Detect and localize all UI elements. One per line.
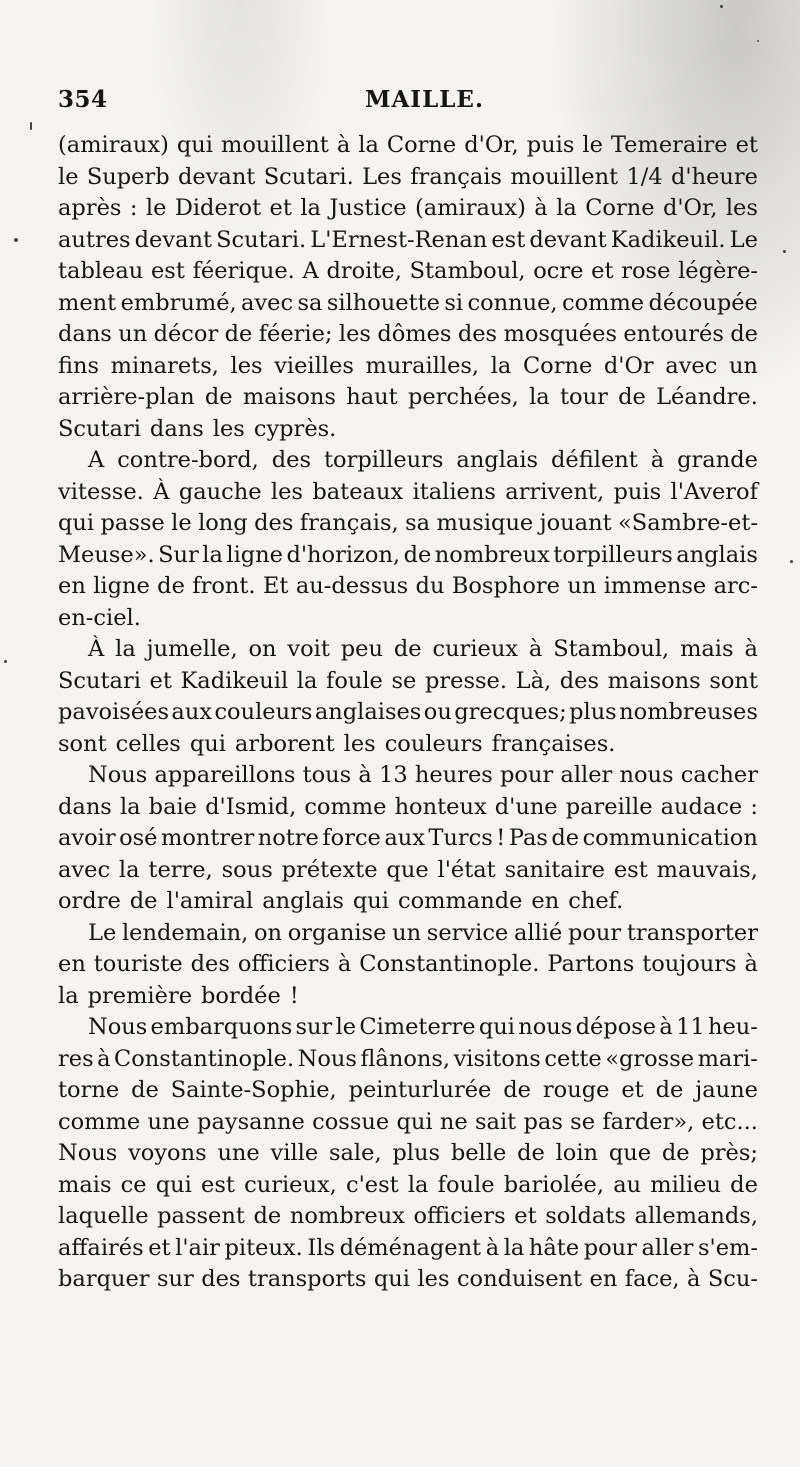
text-line: mais ce qui est curieux, c'est la foule bariolée, au milieu de [58, 1171, 758, 1198]
text-line: tableau est féerique. A droite, Stamboul, ocre et rose légère- [58, 258, 758, 284]
text-line: comme une paysanne cossue qui ne sait pas se farder», etc... [58, 1108, 758, 1135]
text-line: ordre de l'amiral anglais qui commande en chef. [58, 888, 624, 914]
text-line: affairés et l'air piteux. Ils déménagent à la hâte pour aller s'em- [58, 1234, 758, 1261]
text-line: pavoisées aux couleurs anglaises ou grecques; plus nombreuses [58, 699, 758, 725]
text-line: Nous appareillons tous à 13 heures pour aller nous cacher [88, 762, 758, 788]
text-line: Meuse». Sur la ligne d'horizon, de nombreux torpilleurs anglais [58, 541, 758, 568]
text-line: A contre-bord, des torpilleurs anglais défilent à grande [88, 447, 758, 473]
text-line: À la jumelle, on voit peu de curieux à Stamboul, mais à [88, 636, 758, 662]
text-line: dans un décor de féerie; les dômes des mosquées entourés de [58, 321, 758, 347]
text-line: dans la baie d'Ismid, comme honteux d'une pareille audace : [58, 793, 758, 820]
text-line: la première bordée ! [58, 982, 299, 1009]
page-header [58, 80, 778, 120]
text-line: sont celles qui arborent les couleurs françaises. [58, 730, 616, 757]
text-line: Le lendemain, on organise un service allié pour transporter [88, 919, 758, 946]
text-line: (amiraux) qui mouillent à la Corne d'Or, puis le Temeraire et [58, 132, 758, 158]
text-line: ment embrumé, avec sa silhouette si connue, comme découpée [58, 289, 758, 316]
text-line: vitesse. À gauche les bateaux italiens arrivent, puis l'Averof [58, 478, 758, 505]
body-text [58, 130, 758, 1296]
text-line: après : le Diderot et la Justice (amiraux) à la Corne d'Or, les [58, 195, 758, 221]
running-title: MAILLE. [365, 86, 484, 113]
text-line: Scutari et Kadikeuil la foule se presse. Là, des maisons sont [58, 667, 758, 694]
text-line: qui passe le long des français, sa musique jouant «Sambre-et- [58, 510, 758, 536]
text-line: res à Constantinople. Nous flânons, visitons cette «grosse mari- [58, 1045, 758, 1072]
text-line: en-ciel. [58, 604, 141, 631]
text-line: Scutari dans les cyprès. [58, 415, 337, 442]
text-line: Nous embarquons sur le Cimeterre qui nous dépose à 11 heu- [88, 1014, 758, 1040]
text-line: en ligne de front. Et au-dessus du Bosphore un immense arc- [58, 573, 758, 599]
text-line: autres devant Scutari. L'Ernest-Renan est devant Kadikeuil. Le [58, 226, 758, 253]
text-line: en touriste des officiers à Constantinople. Partons toujours à [58, 951, 758, 977]
text-line: avec la terre, sous prétexte que l'état sanitaire est mauvais, [58, 856, 758, 883]
text-line: laquelle passent de nombreux officiers et soldats allemands, [58, 1203, 758, 1229]
text-line: avoir osé montrer notre force aux Turcs ! Pas de communication [58, 825, 758, 851]
text-line: torne de Sainte-Sophie, peinturlurée de rouge et de jaune [58, 1077, 758, 1103]
page-number: 354 [58, 86, 108, 113]
text-line: fins minarets, les vieilles murailles, la Corne d'Or avec un [58, 352, 758, 379]
text-line: barquer sur des transports qui les conduisent en face, à Scu- [58, 1266, 758, 1292]
text-line: le Superb devant Scutari. Les français mouillent 1/4 d'heure [58, 163, 758, 190]
text-line: Nous voyons une ville sale, plus belle de loin que de près; [58, 1140, 758, 1166]
text-line: arrière-plan de maisons haut perchées, la tour de Léandre. [58, 384, 758, 410]
